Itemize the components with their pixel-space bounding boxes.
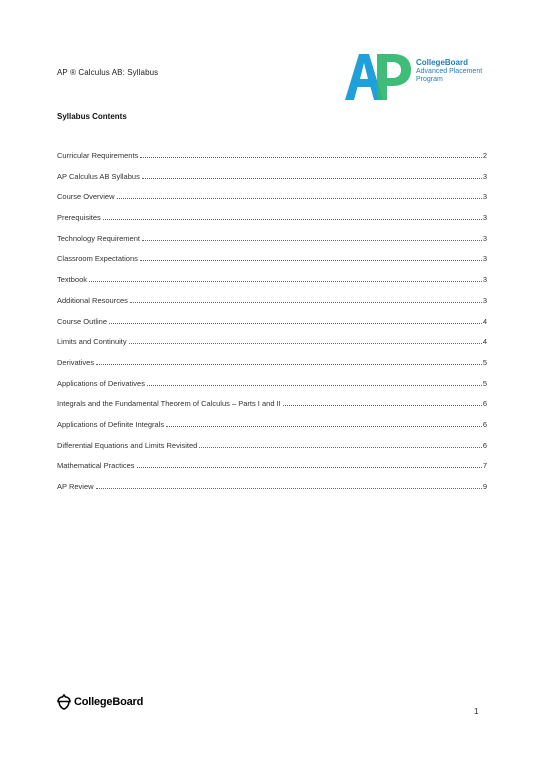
ap-logo-line2: Program [416, 76, 443, 83]
toc-entry-label: Applications of Definite Integrals [57, 419, 165, 429]
toc-entry-page: 6 [482, 419, 487, 429]
toc-leader-dots [129, 343, 482, 344]
toc-entry[interactable] [57, 210, 487, 222]
toc-entry-label: Integrals and the Fundamental Theorem of Calculus – Parts I and II [57, 399, 281, 409]
ap-logo-line1: Advanced Placement [416, 68, 483, 75]
toc-entry[interactable] [57, 458, 487, 470]
page-number: 1 [474, 707, 479, 716]
toc-leader-dots [89, 281, 482, 282]
toc-entry-page: 3 [482, 171, 487, 181]
syllabus-contents-heading: Syllabus Contents [57, 112, 127, 121]
toc-entry-label: Course Outline [57, 316, 108, 326]
toc-entry[interactable] [57, 376, 487, 388]
toc-leader-dots [137, 467, 482, 468]
table-of-contents [57, 148, 487, 500]
toc-entry-label: Derivatives [57, 357, 95, 367]
toc-entry-label: Differential Equations and Limits Revisited [57, 440, 198, 450]
toc-entry[interactable] [57, 355, 487, 367]
toc-entry[interactable] [57, 189, 487, 201]
toc-entry[interactable] [57, 169, 487, 181]
toc-entry-label: AP Review [57, 482, 94, 491]
toc-entry-label: Classroom Expectations [57, 254, 138, 264]
toc-entry-page: 2 [482, 151, 487, 160]
toc-leader-dots [140, 157, 482, 158]
toc-entry-page: 7 [482, 461, 487, 471]
toc-entry-page: 6 [482, 440, 487, 450]
toc-entry-label: Technology Requirement [57, 233, 140, 243]
toc-entry[interactable] [57, 231, 487, 243]
toc-entry-label: Textbook [57, 275, 88, 285]
toc-entry-label: Applications of Derivatives [57, 378, 145, 388]
toc-leader-dots [199, 447, 481, 448]
toc-leader-dots [147, 385, 482, 386]
toc-leader-dots [283, 405, 482, 406]
toc-entry-page: 3 [482, 295, 487, 305]
toc-leader-dots [130, 302, 482, 303]
document-header-title: AP ® Calculus AB: Syllabus [57, 68, 159, 77]
toc-entry-page: 3 [482, 254, 487, 264]
toc-entry-page: 4 [482, 337, 487, 347]
toc-leader-dots [142, 240, 482, 241]
toc-leader-dots [109, 323, 482, 324]
toc-entry[interactable] [57, 479, 487, 491]
toc-leader-dots [142, 178, 482, 179]
toc-entry-page: 5 [482, 357, 487, 367]
toc-entry-label: Course Overview [57, 192, 115, 202]
toc-entry-label: Limits and Continuity [57, 337, 127, 347]
toc-entry[interactable] [57, 148, 487, 160]
toc-entry-label: Additional Resources [57, 295, 128, 305]
toc-entry-page: 9 [482, 482, 487, 491]
toc-entry-label: AP Calculus AB Syllabus [57, 171, 140, 181]
toc-leader-dots [103, 219, 482, 220]
toc-entry-page: 6 [482, 399, 487, 409]
toc-leader-dots [96, 364, 482, 365]
collegeboard-footer-logo [57, 694, 143, 710]
toc-entry-page: 3 [482, 213, 487, 223]
toc-entry[interactable] [57, 251, 487, 263]
toc-entry-label: Prerequisites [57, 213, 101, 223]
ap-program-logo [343, 50, 493, 102]
toc-entry[interactable] [57, 314, 487, 326]
toc-leader-dots [117, 198, 482, 199]
toc-entry[interactable] [57, 272, 487, 284]
toc-entry-page: 4 [482, 316, 487, 326]
toc-entry-label: Mathematical Practices [57, 461, 135, 471]
toc-entry[interactable] [57, 396, 487, 408]
toc-entry-page: 3 [482, 275, 487, 285]
toc-entry-page: 3 [482, 233, 487, 243]
toc-entry-page: 5 [482, 378, 487, 388]
toc-leader-dots [166, 426, 482, 427]
toc-entry-label: Curricular Requirements [57, 151, 139, 160]
toc-entry-page: 3 [482, 192, 487, 202]
toc-entry[interactable] [57, 417, 487, 429]
toc-entry[interactable] [57, 334, 487, 346]
collegeboard-footer-text: CollegeBoard [74, 696, 144, 708]
acorn-icon [57, 694, 71, 710]
toc-entry[interactable] [57, 438, 487, 450]
toc-leader-dots [140, 260, 482, 261]
toc-entry[interactable] [57, 293, 487, 305]
ap-logo-brand: CollegeBoard [416, 58, 469, 67]
toc-leader-dots [96, 488, 482, 489]
